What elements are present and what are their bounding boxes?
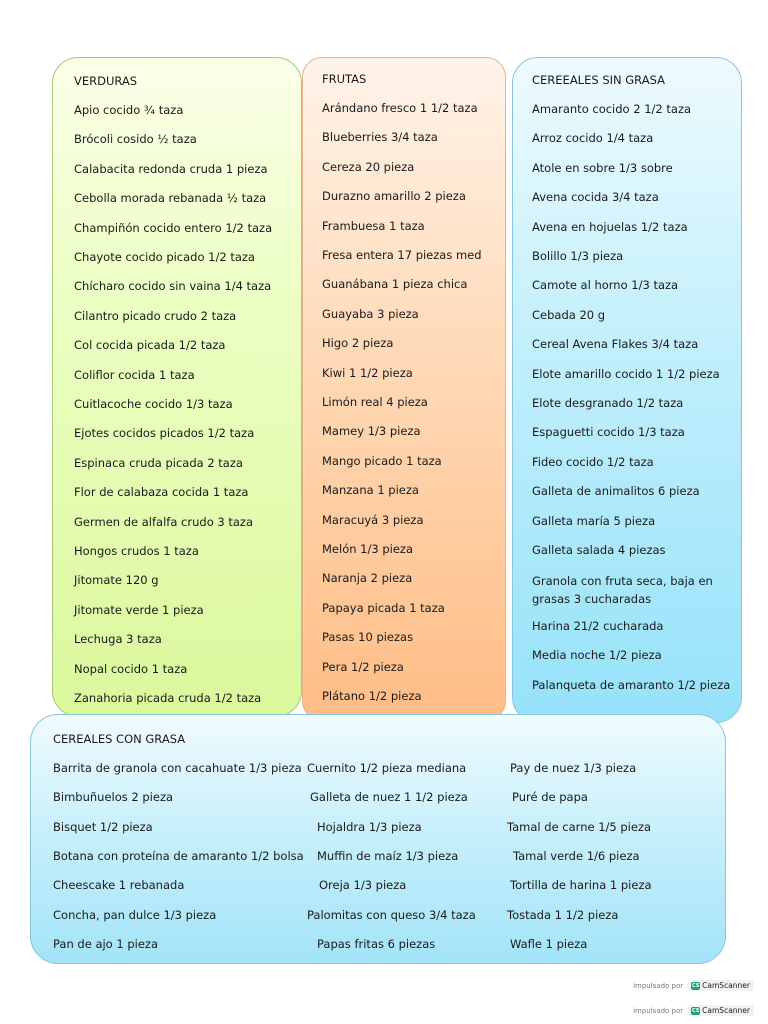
- list-item: Botana con proteína de amaranto 1/2 bolsa: [53, 848, 304, 863]
- list-item: Muffin de maíz 1/3 pieza: [317, 848, 459, 863]
- list-item: Tamal verde 1/6 pieza: [513, 848, 640, 863]
- list-item: Avena en hojuelas 1/2 taza: [532, 219, 688, 234]
- list-item: Pay de nuez 1/3 pieza: [510, 761, 637, 775]
- list-item: Amaranto cocido 2 1/2 taza: [532, 102, 692, 116]
- camscanner-badge: [687, 980, 754, 991]
- list-item: Tostada 1 1/2 pieza: [507, 907, 619, 922]
- list-item: Barrita de granola con cacahuate 1/3 pieza: [53, 761, 302, 775]
- list-item: Pan de ajo 1 pieza: [53, 936, 158, 951]
- list-item: Galleta de animalitos 6 pieza: [532, 484, 700, 499]
- list-item: Col cocida picada 1/2 taza: [74, 338, 226, 353]
- list-item: Espaguetti cocido 1/3 taza: [532, 425, 685, 440]
- list-item: Manzana 1 pieza: [322, 483, 419, 498]
- camscanner-brand: CamScanner: [702, 1006, 750, 1015]
- camscanner-brand: CamScanner: [702, 981, 750, 990]
- list-item: Fideo cocido 1/2 taza: [532, 454, 654, 469]
- list-item: Tortilla de harina 1 pieza: [510, 878, 652, 893]
- list-item: Oreja 1/3 pieza: [319, 878, 407, 893]
- verduras-panel: [52, 57, 302, 717]
- list-item: Espinaca cruda picada 2 taza: [74, 455, 243, 470]
- list-item: Bolillo 1/3 pieza: [532, 249, 624, 263]
- list-item: Concha, pan dulce 1/3 pieza: [53, 907, 217, 922]
- footer-camscanner-1: [633, 980, 754, 991]
- list-item: Calabacita redonda cruda 1 pieza: [74, 161, 268, 176]
- list-item: Mango picado 1 taza: [322, 453, 442, 468]
- camscanner-badge: [687, 1005, 754, 1016]
- list-item: Limón real 4 pieza: [322, 395, 428, 409]
- list-item: Wafle 1 pieza: [510, 936, 588, 951]
- list-item: Pasas 10 piezas: [322, 630, 414, 645]
- list-item: Frambuesa 1 taza: [322, 218, 425, 233]
- list-item: Brócoli cosido ½ taza: [74, 132, 197, 147]
- list-item: Galleta de nuez 1 1/2 pieza: [310, 790, 468, 805]
- list-item: Papaya picada 1 taza: [322, 600, 445, 615]
- list-item: Jitomate verde 1 pieza: [74, 602, 204, 617]
- list-item: Avena cocida 3/4 taza: [532, 190, 659, 205]
- list-item: Cheescake 1 rebanada: [53, 878, 185, 893]
- list-item: Kiwi 1 1/2 pieza: [322, 365, 413, 380]
- list-item: Chícharo cocido sin vaina 1/4 taza: [74, 279, 272, 294]
- cereales-sin-grasa-panel: [512, 57, 742, 723]
- list-item: Cuitlacoche cocido 1/3 taza: [74, 397, 233, 411]
- list-item: Higo 2 pieza: [322, 336, 394, 351]
- list-item: Zanahoria picada cruda 1/2 taza: [74, 691, 262, 705]
- list-item: Fresa entera 17 piezas med: [322, 248, 482, 262]
- list-item: Elote desgranado 1/2 taza: [532, 396, 684, 410]
- list-item: Durazno amarillo 2 pieza: [322, 189, 466, 204]
- list-item: Arroz cocido 1/4 taza: [532, 131, 654, 146]
- list-item: Mamey 1/3 pieza: [322, 424, 421, 439]
- list-item: Bimbuñuelos 2 pieza: [53, 790, 174, 805]
- list-item: Naranja 2 pieza: [322, 571, 413, 586]
- list-item: Hojaldra 1/3 pieza: [317, 819, 422, 834]
- list-item: Nopal cocido 1 taza: [74, 661, 188, 676]
- list-item: Cereza 20 pieza: [322, 159, 415, 174]
- camscanner-icon: [691, 1007, 700, 1015]
- list-item: Galleta salada 4 piezas: [532, 543, 666, 557]
- list-item: Champiñón cocido entero 1/2 taza: [74, 220, 273, 235]
- frutas-panel: [302, 57, 506, 721]
- list-item: Hongos crudos 1 taza: [74, 544, 199, 558]
- list-item: Camote al horno 1/3 taza: [532, 278, 679, 293]
- cereales-con-grasa-title: CEREALES CON GRASA: [53, 732, 186, 746]
- list-item: Lechuga 3 taza: [74, 632, 162, 647]
- list-item: Cereal Avena Flakes 3/4 taza: [532, 337, 699, 352]
- list-item: Ejotes cocidos picados 1/2 taza: [74, 426, 255, 441]
- cereales-con-grasa-panel: [30, 714, 726, 964]
- list-item: Cilantro picado crudo 2 taza: [74, 308, 237, 323]
- list-item: Palomitas con queso 3/4 taza: [307, 907, 476, 922]
- footer-camscanner-2: [633, 1005, 754, 1016]
- camscanner-icon: [691, 982, 700, 990]
- list-item: Plátano 1/2 pieza: [322, 689, 422, 703]
- list-item: Harina 21/2 cucharada: [532, 618, 664, 633]
- footer-label: impulsado por: [633, 1006, 684, 1015]
- list-item: Elote amarillo cocido 1 1/2 pieza: [532, 366, 720, 381]
- cereales-sin-grasa-title: CEREEALES SIN GRASA: [532, 73, 665, 87]
- list-item: Granola con fruta seca, baja en grasas 3 cucharadas: [532, 574, 713, 607]
- list-item: Cebada 20 g: [532, 307, 606, 322]
- list-item: Galleta maría 5 pieza: [532, 513, 656, 528]
- list-item: Puré de papa: [512, 790, 588, 805]
- list-item: Jitomate 120 g: [74, 573, 159, 588]
- list-item: Blueberries 3/4 taza: [322, 130, 438, 145]
- list-item: Atole en sobre 1/3 sobre: [532, 160, 673, 175]
- list-item: Apio cocido ¾ taza: [74, 103, 184, 117]
- frutas-title: FRUTAS: [322, 72, 367, 86]
- list-item: Papas fritas 6 piezas: [317, 936, 436, 951]
- list-item: Cebolla morada rebanada ½ taza: [74, 191, 267, 206]
- list-item: Chayote cocido picado 1/2 taza: [74, 250, 255, 264]
- footer-label: impulsado por: [633, 981, 684, 990]
- list-item: Germen de alfalfa crudo 3 taza: [74, 514, 253, 529]
- list-item: Guayaba 3 pieza: [322, 306, 419, 321]
- list-item: Coliflor cocida 1 taza: [74, 367, 195, 382]
- list-item: Pera 1/2 pieza: [322, 659, 404, 674]
- list-item: Media noche 1/2 pieza: [532, 648, 662, 663]
- list-item: Cuernito 1/2 pieza mediana: [307, 761, 467, 775]
- list-item: Maracuyá 3 pieza: [322, 512, 424, 527]
- list-item: Arándano fresco 1 1/2 taza: [322, 101, 478, 115]
- list-item: Bisquet 1/2 pieza: [53, 819, 153, 834]
- list-item: Flor de calabaza cocida 1 taza: [74, 485, 249, 500]
- list-item: Palanqueta de amaranto 1/2 pieza: [532, 677, 731, 692]
- list-item: Melón 1/3 pieza: [322, 542, 413, 556]
- verduras-title: VERDURAS: [74, 74, 138, 88]
- list-item: Guanábana 1 pieza chica: [322, 277, 468, 292]
- list-item: Tamal de carne 1/5 pieza: [507, 819, 652, 834]
